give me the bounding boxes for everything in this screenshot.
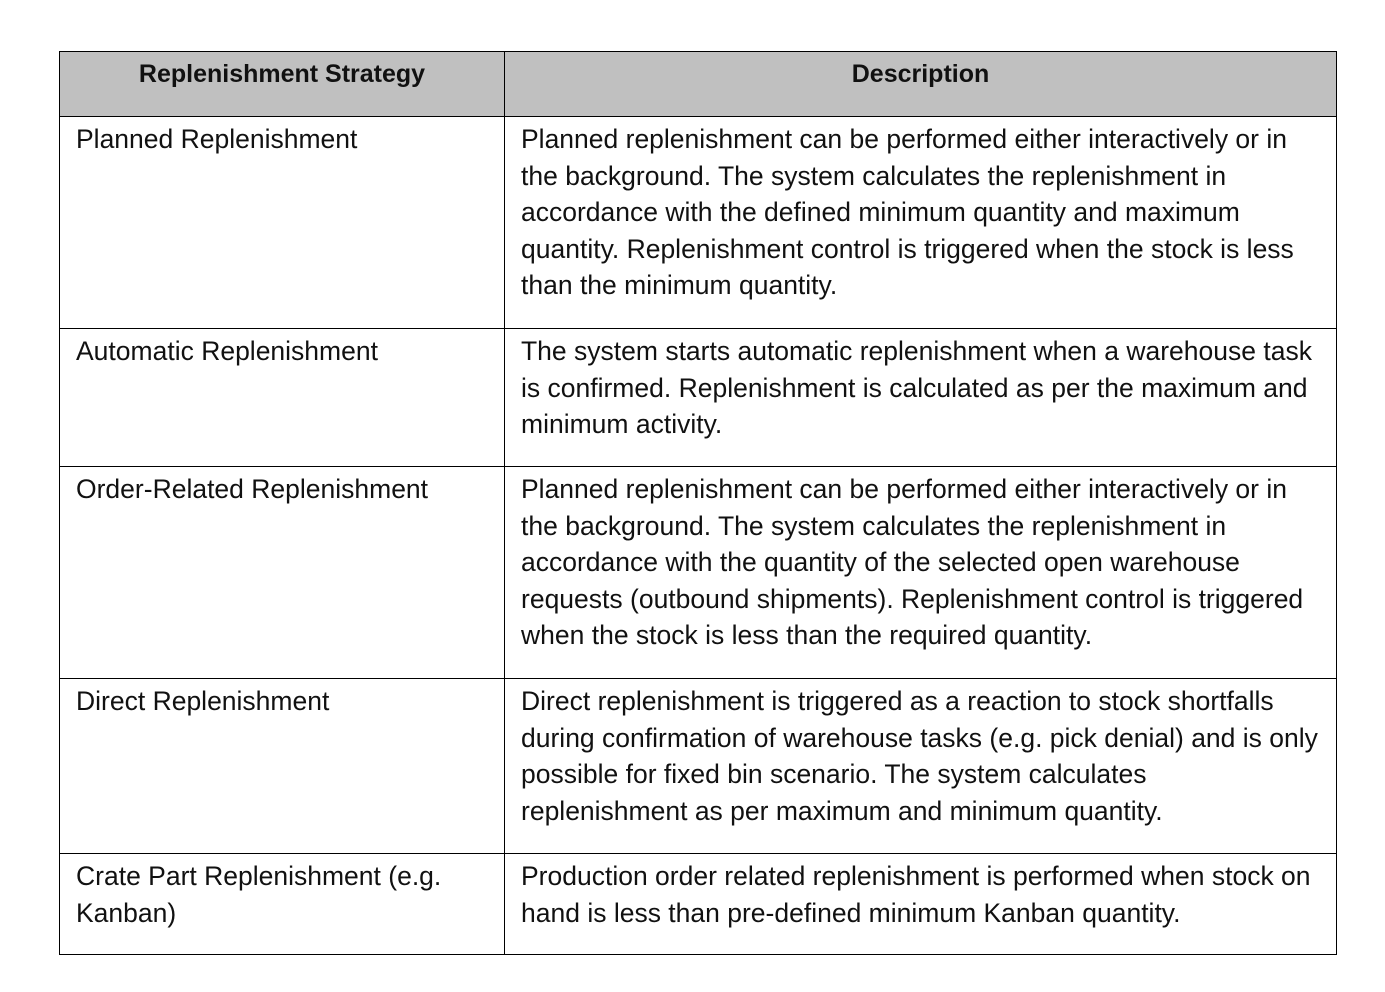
table-header-row <box>60 52 1337 117</box>
table-row <box>60 679 1337 854</box>
description-cell: The system starts automatic replenishment when a warehouse task is confirmed. Replenishment is calculated as per the maximum and minimum activity. <box>505 329 1337 467</box>
table-row <box>60 117 1337 329</box>
description-cell: Direct replenishment is triggered as a reaction to stock shortfalls during confirmation of warehouse tasks (e.g. pick denial) and is only possible for fixed bin scenario. The system calculates replenishment as per maximum and minimum quantity. <box>505 679 1337 854</box>
strategy-cell: Planned Replenishment <box>60 117 505 329</box>
table-row <box>60 854 1337 955</box>
strategy-cell: Automatic Replenishment <box>60 329 505 467</box>
strategy-cell: Crate Part Replenishment (e.g. Kanban) <box>60 854 505 955</box>
header-description: Description <box>505 52 1337 117</box>
description-cell: Planned replenishment can be performed either interactively or in the background. The system calculates the replenishment in accordance with the defined minimum quantity and maximum quantity. Replenishment control is triggered when the stock is less than the minimum quantity. <box>505 117 1337 329</box>
description-cell: Production order related replenishment is performed when stock on hand is less than pre-defined minimum Kanban quantity. <box>505 854 1337 955</box>
table-row <box>60 329 1337 467</box>
replenishment-strategy-table <box>59 51 1337 955</box>
header-strategy: Replenishment Strategy <box>60 52 505 117</box>
description-cell: Planned replenishment can be performed either interactively or in the background. The system calculates the replenishment in accordance with the quantity of the selected open warehouse requests (outbound shipments). Replenishment control is triggered when the stock is less than the required quantity. <box>505 467 1337 679</box>
strategy-cell: Direct Replenishment <box>60 679 505 854</box>
table-row <box>60 467 1337 679</box>
strategy-cell: Order-Related Replenishment <box>60 467 505 679</box>
